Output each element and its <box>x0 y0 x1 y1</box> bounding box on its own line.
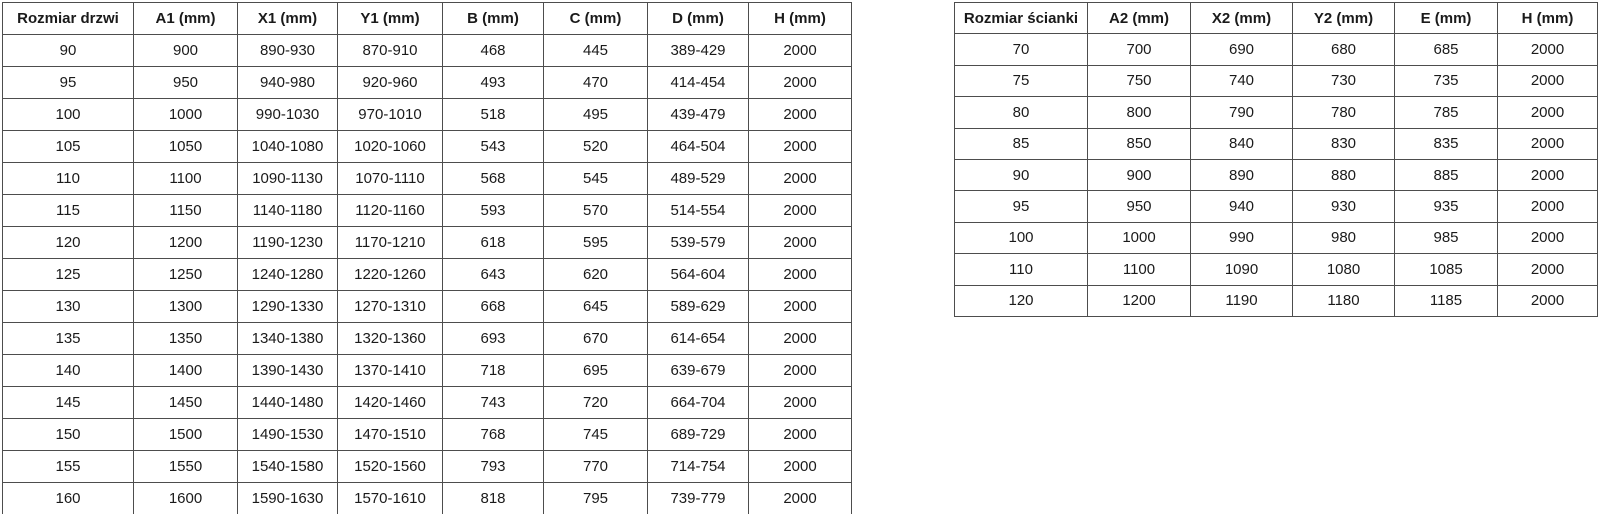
table-cell: 110 <box>3 163 134 195</box>
table-cell: 2000 <box>749 323 852 355</box>
table-cell: 595 <box>544 227 648 259</box>
table-cell: 90 <box>955 159 1088 190</box>
table-cell: 950 <box>1088 191 1191 222</box>
table-cell: 570 <box>544 195 648 227</box>
table-cell: 1500 <box>134 419 238 451</box>
table-cell: 2000 <box>749 355 852 387</box>
table-row <box>955 34 1598 65</box>
column-header: C (mm) <box>544 3 648 35</box>
table-cell: 768 <box>443 419 544 451</box>
table-row <box>955 222 1598 253</box>
table-cell: 2000 <box>749 259 852 291</box>
table-cell: 730 <box>1293 65 1395 96</box>
table-cell: 940-980 <box>238 67 338 99</box>
column-header: A2 (mm) <box>1088 3 1191 34</box>
table-cell: 830 <box>1293 128 1395 159</box>
table-cell: 2000 <box>1498 191 1598 222</box>
table-cell: 90 <box>3 35 134 67</box>
table-cell: 110 <box>955 254 1088 285</box>
table-cell: 935 <box>1395 191 1498 222</box>
table-row <box>3 259 852 291</box>
table-cell: 75 <box>955 65 1088 96</box>
table-cell: 664-704 <box>648 387 749 419</box>
table-cell: 1370-1410 <box>338 355 443 387</box>
table-cell: 1350 <box>134 323 238 355</box>
table-cell: 1340-1380 <box>238 323 338 355</box>
table-cell: 940 <box>1191 191 1293 222</box>
table-cell: 593 <box>443 195 544 227</box>
column-header: H (mm) <box>1498 3 1598 34</box>
table-cell: 645 <box>544 291 648 323</box>
table-cell: 690 <box>1191 34 1293 65</box>
wall-table-header-row <box>955 3 1598 34</box>
table-cell: 835 <box>1395 128 1498 159</box>
table-row <box>3 323 852 355</box>
table-cell: 543 <box>443 131 544 163</box>
table-cell: 2000 <box>749 67 852 99</box>
table-cell: 718 <box>443 355 544 387</box>
table-cell: 795 <box>544 483 648 514</box>
table-cell: 739-779 <box>648 483 749 514</box>
table-cell: 639-679 <box>648 355 749 387</box>
table-cell: 850 <box>1088 128 1191 159</box>
table-row <box>955 191 1598 222</box>
table-cell: 1150 <box>134 195 238 227</box>
table-cell: 720 <box>544 387 648 419</box>
table-cell: 80 <box>955 97 1088 128</box>
table-cell: 818 <box>443 483 544 514</box>
table-cell: 1550 <box>134 451 238 483</box>
table-cell: 920-960 <box>338 67 443 99</box>
table-cell: 155 <box>3 451 134 483</box>
table-cell: 2000 <box>749 131 852 163</box>
table-cell: 160 <box>3 483 134 514</box>
table-cell: 1270-1310 <box>338 291 443 323</box>
table-cell: 120 <box>955 285 1088 316</box>
table-cell: 518 <box>443 99 544 131</box>
table-row <box>955 254 1598 285</box>
table-row <box>3 131 852 163</box>
table-cell: 870-910 <box>338 35 443 67</box>
table-cell: 780 <box>1293 97 1395 128</box>
table-cell: 980 <box>1293 222 1395 253</box>
table-cell: 750 <box>1088 65 1191 96</box>
table-cell: 468 <box>443 35 544 67</box>
table-cell: 2000 <box>1498 222 1598 253</box>
table-cell: 1390-1430 <box>238 355 338 387</box>
table-cell: 1320-1360 <box>338 323 443 355</box>
table-cell: 1570-1610 <box>338 483 443 514</box>
table-cell: 793 <box>443 451 544 483</box>
table-cell: 1100 <box>1088 254 1191 285</box>
table-cell: 1000 <box>134 99 238 131</box>
table-row <box>3 67 852 99</box>
table-cell: 618 <box>443 227 544 259</box>
table-cell: 493 <box>443 67 544 99</box>
table-cell: 514-554 <box>648 195 749 227</box>
table-cell: 439-479 <box>648 99 749 131</box>
table-cell: 1490-1530 <box>238 419 338 451</box>
table-cell: 564-604 <box>648 259 749 291</box>
table-cell: 100 <box>955 222 1088 253</box>
table-row <box>3 451 852 483</box>
table-row <box>3 387 852 419</box>
table-cell: 135 <box>3 323 134 355</box>
column-header: Rozmiar drzwi <box>3 3 134 35</box>
table-cell: 1070-1110 <box>338 163 443 195</box>
table-cell: 614-654 <box>648 323 749 355</box>
table-cell: 1085 <box>1395 254 1498 285</box>
table-cell: 145 <box>3 387 134 419</box>
column-header: Y2 (mm) <box>1293 3 1395 34</box>
table-cell: 890 <box>1191 159 1293 190</box>
table-cell: 1140-1180 <box>238 195 338 227</box>
table-row <box>3 483 852 514</box>
table-row <box>955 65 1598 96</box>
table-cell: 880 <box>1293 159 1395 190</box>
door-size-table <box>2 2 852 514</box>
table-cell: 105 <box>3 131 134 163</box>
column-header: E (mm) <box>1395 3 1498 34</box>
table-cell: 620 <box>544 259 648 291</box>
table-cell: 2000 <box>749 419 852 451</box>
table-cell: 539-579 <box>648 227 749 259</box>
table-cell: 2000 <box>1498 65 1598 96</box>
table-cell: 900 <box>1088 159 1191 190</box>
table-cell: 470 <box>544 67 648 99</box>
table-cell: 735 <box>1395 65 1498 96</box>
table-cell: 743 <box>443 387 544 419</box>
column-header: X2 (mm) <box>1191 3 1293 34</box>
table-cell: 668 <box>443 291 544 323</box>
table-cell: 130 <box>3 291 134 323</box>
table-cell: 85 <box>955 128 1088 159</box>
table-cell: 950 <box>134 67 238 99</box>
table-cell: 1120-1160 <box>338 195 443 227</box>
table-cell: 840 <box>1191 128 1293 159</box>
column-header: Y1 (mm) <box>338 3 443 35</box>
wall-size-table <box>954 2 1598 317</box>
table-cell: 1020-1060 <box>338 131 443 163</box>
table-cell: 414-454 <box>648 67 749 99</box>
table-cell: 1450 <box>134 387 238 419</box>
table-cell: 2000 <box>749 291 852 323</box>
table-cell: 2000 <box>749 163 852 195</box>
table-cell: 685 <box>1395 34 1498 65</box>
table-cell: 1190 <box>1191 285 1293 316</box>
table-cell: 95 <box>3 67 134 99</box>
table-row <box>955 97 1598 128</box>
column-header: Rozmiar ścianki <box>955 3 1088 34</box>
table-row <box>3 163 852 195</box>
table-cell: 2000 <box>749 227 852 259</box>
column-header: A1 (mm) <box>134 3 238 35</box>
table-row <box>3 419 852 451</box>
table-cell: 800 <box>1088 97 1191 128</box>
table-cell: 2000 <box>749 99 852 131</box>
table-cell: 930 <box>1293 191 1395 222</box>
column-header: H (mm) <box>749 3 852 35</box>
table-cell: 680 <box>1293 34 1395 65</box>
table-row <box>3 355 852 387</box>
table-cell: 740 <box>1191 65 1293 96</box>
column-header: B (mm) <box>443 3 544 35</box>
table-row <box>955 285 1598 316</box>
table-cell: 1590-1630 <box>238 483 338 514</box>
table-cell: 2000 <box>749 387 852 419</box>
table-cell: 1250 <box>134 259 238 291</box>
table-cell: 1600 <box>134 483 238 514</box>
table-cell: 1040-1080 <box>238 131 338 163</box>
column-header: X1 (mm) <box>238 3 338 35</box>
table-cell: 2000 <box>1498 285 1598 316</box>
table-cell: 2000 <box>1498 34 1598 65</box>
table-cell: 1520-1560 <box>338 451 443 483</box>
table-row <box>3 195 852 227</box>
table-row <box>3 35 852 67</box>
table-cell: 990 <box>1191 222 1293 253</box>
table-cell: 1185 <box>1395 285 1498 316</box>
table-cell: 900 <box>134 35 238 67</box>
table-cell: 545 <box>544 163 648 195</box>
table-cell: 1290-1330 <box>238 291 338 323</box>
table-cell: 2000 <box>749 483 852 514</box>
table-cell: 120 <box>3 227 134 259</box>
table-cell: 745 <box>544 419 648 451</box>
table-cell: 1200 <box>1088 285 1191 316</box>
table-cell: 389-429 <box>648 35 749 67</box>
table-cell: 1200 <box>134 227 238 259</box>
table-cell: 785 <box>1395 97 1498 128</box>
table-cell: 95 <box>955 191 1088 222</box>
table-cell: 1100 <box>134 163 238 195</box>
table-cell: 489-529 <box>648 163 749 195</box>
table-cell: 2000 <box>749 35 852 67</box>
table-cell: 1300 <box>134 291 238 323</box>
table-cell: 1080 <box>1293 254 1395 285</box>
table-cell: 589-629 <box>648 291 749 323</box>
table-cell: 1090 <box>1191 254 1293 285</box>
table-cell: 1240-1280 <box>238 259 338 291</box>
table-cell: 125 <box>3 259 134 291</box>
table-cell: 140 <box>3 355 134 387</box>
table-cell: 1420-1460 <box>338 387 443 419</box>
table-cell: 2000 <box>1498 97 1598 128</box>
table-cell: 2000 <box>749 195 852 227</box>
table-cell: 643 <box>443 259 544 291</box>
table-cell: 1170-1210 <box>338 227 443 259</box>
table-cell: 2000 <box>1498 159 1598 190</box>
table-row <box>955 159 1598 190</box>
table-cell: 520 <box>544 131 648 163</box>
table-cell: 670 <box>544 323 648 355</box>
table-cell: 100 <box>3 99 134 131</box>
table-cell: 885 <box>1395 159 1498 190</box>
table-cell: 990-1030 <box>238 99 338 131</box>
table-cell: 693 <box>443 323 544 355</box>
table-cell: 568 <box>443 163 544 195</box>
table-row <box>3 99 852 131</box>
table-cell: 445 <box>544 35 648 67</box>
table-cell: 970-1010 <box>338 99 443 131</box>
table-cell: 464-504 <box>648 131 749 163</box>
table-row <box>955 128 1598 159</box>
table-cell: 1000 <box>1088 222 1191 253</box>
table-cell: 1180 <box>1293 285 1395 316</box>
table-cell: 1470-1510 <box>338 419 443 451</box>
table-cell: 1400 <box>134 355 238 387</box>
column-header: D (mm) <box>648 3 749 35</box>
door-table-header-row <box>3 3 852 35</box>
table-cell: 1050 <box>134 131 238 163</box>
table-cell: 2000 <box>1498 128 1598 159</box>
table-cell: 689-729 <box>648 419 749 451</box>
table-cell: 1220-1260 <box>338 259 443 291</box>
table-cell: 1090-1130 <box>238 163 338 195</box>
table-row <box>3 227 852 259</box>
table-cell: 70 <box>955 34 1088 65</box>
table-cell: 890-930 <box>238 35 338 67</box>
table-cell: 150 <box>3 419 134 451</box>
table-cell: 714-754 <box>648 451 749 483</box>
table-cell: 700 <box>1088 34 1191 65</box>
table-cell: 1540-1580 <box>238 451 338 483</box>
table-cell: 1190-1230 <box>238 227 338 259</box>
table-cell: 790 <box>1191 97 1293 128</box>
table-cell: 1440-1480 <box>238 387 338 419</box>
table-cell: 985 <box>1395 222 1498 253</box>
table-cell: 2000 <box>749 451 852 483</box>
table-cell: 770 <box>544 451 648 483</box>
table-cell: 695 <box>544 355 648 387</box>
table-cell: 495 <box>544 99 648 131</box>
table-cell: 115 <box>3 195 134 227</box>
table-cell: 2000 <box>1498 254 1598 285</box>
table-row <box>3 291 852 323</box>
